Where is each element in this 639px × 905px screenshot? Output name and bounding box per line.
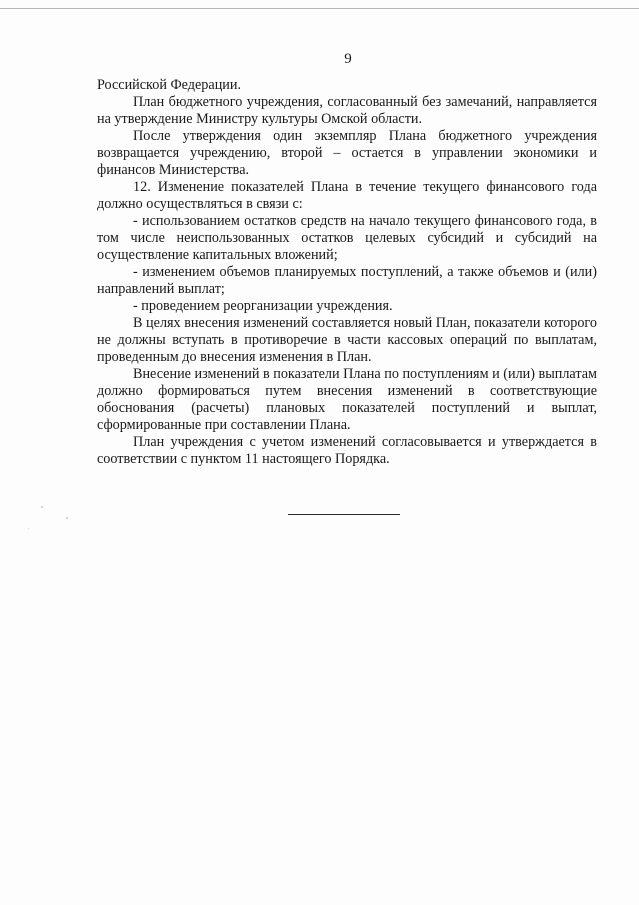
page-number: 9 [344, 51, 352, 67]
paragraph: Российской Федерации. [97, 77, 242, 93]
paragraph: В целях внесения изменений составляется новый План, показатели которого не должны вступать в противоречие в части кассовых операций по выплатам, проведенным до внесения изменения в План. [97, 315, 597, 365]
closing-divider-line [288, 514, 400, 515]
paragraph: План бюджетного учреждения, согласованный без замечаний, направляется на утверждение Министру культуры Омской области. [97, 94, 597, 127]
scan-speck [41, 506, 43, 508]
paragraph: После утверждения один экземпляр Плана бюджетного учреждения возвращается учреждению, второй – остается в управлении экономики и финансов Министерства. [97, 128, 597, 178]
scan-speck [66, 517, 68, 519]
page-top-edge [0, 8, 639, 9]
paragraph: 12. Изменение показателей Плана в течение текущего финансового года должно осуществляться в связи с: [97, 179, 597, 212]
scan-speck [28, 528, 29, 529]
list-item: - проведением реорганизации учреждения. [133, 298, 393, 314]
document-body [97, 77, 597, 468]
paragraph: Внесение изменений в показатели Плана по поступлениям и (или) выплатам должно формироваться путем внесения изменений в соответствующие обоснования (расчеты) плановых показателей поступлений и выплат, сформированные при составлении Плана. [97, 366, 597, 433]
list-item: - использованием остатков средств на начало текущего финансового года, в том числе неиспользованных остатков целевых субсидий и субсидий на осуществление капитальных вложений; [97, 213, 597, 263]
paragraph: План учреждения с учетом изменений согласовывается и утверждается в соответствии с пунктом 11 настоящего Порядка. [97, 434, 597, 467]
list-item: - изменением объемов планируемых поступлений, а также объемов и (или) направлений выплат; [97, 264, 597, 297]
